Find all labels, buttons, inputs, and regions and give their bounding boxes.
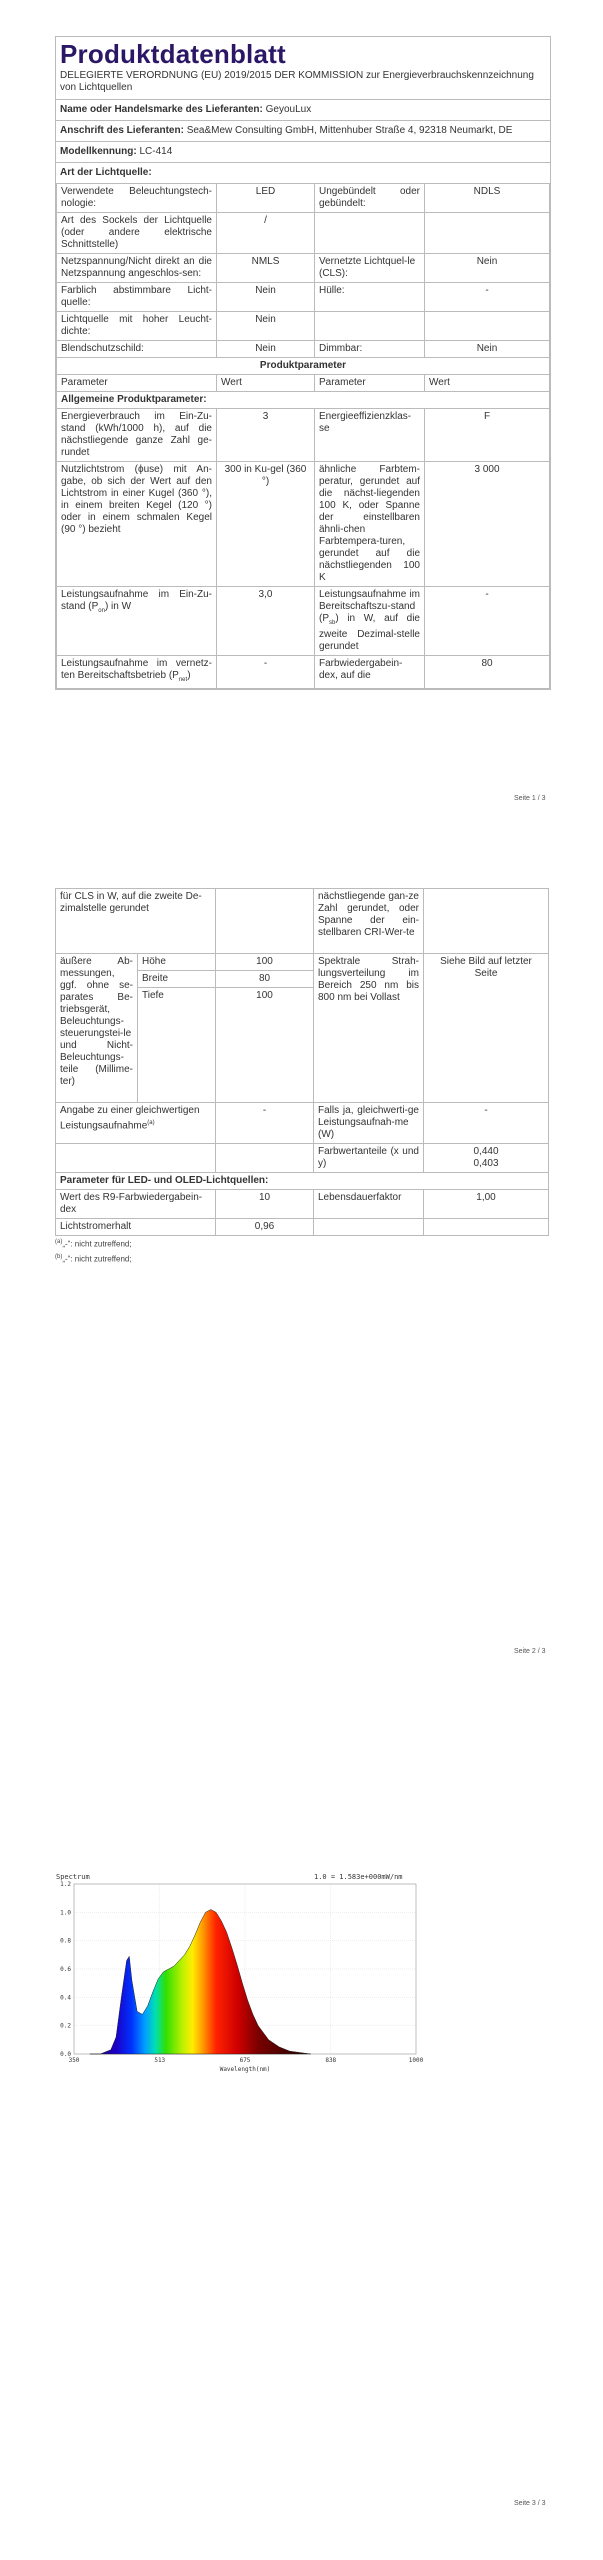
table-row: Farbwertanteile (x und y) 0,440 0,403 bbox=[56, 1144, 549, 1173]
product-parameters-heading: Produktparameter bbox=[57, 358, 550, 375]
table-row: Angabe zu einer gleichwertigen Leistungsaufnahme$^{(a)}$ - Falls ja, gleichwerti-ge Leistungsaufnah-me (W) - bbox=[56, 1103, 549, 1144]
y-axis bbox=[60, 1881, 71, 2058]
x-tick-label: 838 bbox=[325, 2057, 337, 2064]
type-heading: Art der Lichtquelle: bbox=[56, 162, 550, 183]
column-headers: Parameter Wert Parameter Wert bbox=[57, 375, 550, 392]
table-row: Verwendete Beleuchtungstech-nologie: LED Ungebündelt oder gebündelt: NDLS bbox=[57, 184, 550, 213]
table-row: Lichtstromerhalt 0,96 bbox=[56, 1219, 549, 1236]
table-row: Nutzlichtstrom (ϕuse) mit An-gabe, ob sich der Wert auf den Lichtstrom in einer Kugel (360 °), in einem breiten Kegel (120 °) oder in einem schmalen Kegel (90 °) bezieht 300 in Ku-gel (360 °) ähnliche Farbtem-peratur, gerundet auf die nächst-liegenden 100 K, oder Spanne der einstellbaren ähnli-chen Farbtempera-turen, gerundet auf die nächstliegenden 100 K 3 000 bbox=[57, 462, 550, 587]
page-number-1: Seite 1 / 3 bbox=[514, 795, 546, 802]
table-row: Breite 80 bbox=[56, 971, 549, 988]
table-row: Wert des R9-Farbwiedergabein-dex 10 Lebensdauerfaktor 1,00 bbox=[56, 1190, 549, 1219]
y-tick-label: 1.2 bbox=[60, 1881, 71, 1888]
supplier-value: GeyouLux bbox=[265, 104, 312, 115]
table-row: für CLS in W, auf die zweite De-zimalstelle gerundet nächstliegende gan-ze Zahl gerundet, oder Spanne der ein-stellbaren CRI-Wer-te bbox=[56, 889, 549, 954]
table-row: Farblich abstimmbare Licht-quelle: Nein Hülle: - bbox=[57, 283, 550, 312]
table-row: Lichtquelle mit hoher Leucht-dichte: Nein bbox=[57, 312, 550, 341]
table-row: Blendschutzschild: Nein Dimmbar: Nein bbox=[57, 341, 550, 358]
datasheet-page-1 bbox=[55, 36, 551, 690]
supplier-row bbox=[56, 99, 550, 120]
x-tick-label: 1000 bbox=[408, 2057, 424, 2064]
datasheet-page-2 bbox=[55, 888, 549, 1265]
y-tick-label: 0.2 bbox=[60, 2022, 71, 2030]
light-source-type-table bbox=[56, 183, 550, 689]
address-row bbox=[56, 120, 550, 141]
table-row: Tiefe 100 bbox=[56, 988, 549, 1103]
led-parameters-heading: Parameter für LED- und OLED-Lichtquellen: bbox=[56, 1173, 549, 1190]
table-row: Leistungsaufnahme im vernetz-ten Bereitschaftsbetrieb $(P_{net})$ - Farbwiedergabein-dex, auf die 80 bbox=[57, 656, 550, 689]
parameters-table-continued bbox=[55, 888, 549, 1236]
x-tick-label: 350 bbox=[68, 2057, 80, 2064]
spectrum-chart bbox=[52, 1870, 424, 2076]
x-axis bbox=[69, 2057, 424, 2064]
chart-annotation: 1.0 = 1.583e+000mW/nm bbox=[314, 1873, 403, 1881]
page-number-2: Seite 2 / 3 bbox=[514, 1648, 546, 1655]
address-label: Anschrift des Lieferanten: bbox=[60, 125, 184, 136]
y-tick-label: 0.6 bbox=[60, 1966, 71, 1973]
table-row: äußere Ab-messungen, ggf. ohne se-parates Be-triebsgerät, Beleuchtungs-steuerungstei-le und Nicht-Beleuchtungs-teile (Millime-ter) Höhe 100 Spektrale Strah-lungsverteilung im Bereich 250 nm bis 800 nm bei Vollast Siehe Bild auf letzter Seite bbox=[56, 954, 549, 971]
supplier-label: Name oder Handelsmarke des Lieferanten: bbox=[60, 104, 263, 115]
footnote-a: $^{(a)}$„-“: nicht zutreffend; bbox=[55, 1239, 132, 1249]
x-tick-label: 513 bbox=[154, 2057, 166, 2064]
spectrum-area bbox=[90, 1910, 311, 2055]
x-axis-label: Wavelength(nm) bbox=[219, 2066, 271, 2073]
page-number-3: Seite 3 / 3 bbox=[514, 2500, 546, 2507]
table-row: Netzspannung/Nicht direkt an die Netzspannung angeschlos-sen: NMLS Vernetzte Lichtquel-le (CLS): Nein bbox=[57, 254, 550, 283]
model-row bbox=[56, 141, 550, 162]
model-label: Modellkennung: bbox=[60, 146, 137, 157]
x-tick-label: 675 bbox=[239, 2057, 251, 2064]
table-row: Art des Sockels der Lichtquelle (oder andere elektrische Schnittstelle) / bbox=[57, 213, 550, 254]
page-title: Produktdatenblatt bbox=[60, 39, 286, 69]
y-tick-label: 0.8 bbox=[60, 1937, 71, 1945]
model-value: LC-414 bbox=[139, 146, 173, 157]
y-tick-label: 0.4 bbox=[60, 1994, 71, 2002]
footnote-b: $^{(b)}$„-“: nicht zutreffend; bbox=[55, 1253, 132, 1264]
address-value: Sea&Mew Consulting GmbH, Mittenhuber Straße 4, 92318 Neumarkt, DE bbox=[186, 125, 513, 136]
chart-title: Spectrum bbox=[56, 1873, 90, 1881]
regulation-subtitle: DELEGIERTE VERORDNUNG (EU) 2019/2015 DER KOMMISSION zur Energieverbrauchskennzeichnung von Lichtquellen bbox=[60, 70, 534, 93]
y-tick-label: 1.0 bbox=[60, 1909, 71, 1917]
y-tick-label: 0.0 bbox=[60, 2051, 71, 2058]
table-row: Leistungsaufnahme im Ein-Zu-stand $(P_{on})$ in W 3,0 Leistungsaufnahme im Bereitschaftszu-stand $(P_{sb})$ in W, auf die zweite Dezimal-stelle gerundet - bbox=[57, 587, 550, 656]
table-row: Energieverbrauch im Ein-Zu-stand (kWh/1000 h), auf die nächstliegende ganze Zahl ge-rundet 3 Energieeffizienzklas-se F bbox=[57, 409, 550, 462]
general-parameters-heading: Allgemeine Produktparameter: bbox=[57, 392, 550, 409]
